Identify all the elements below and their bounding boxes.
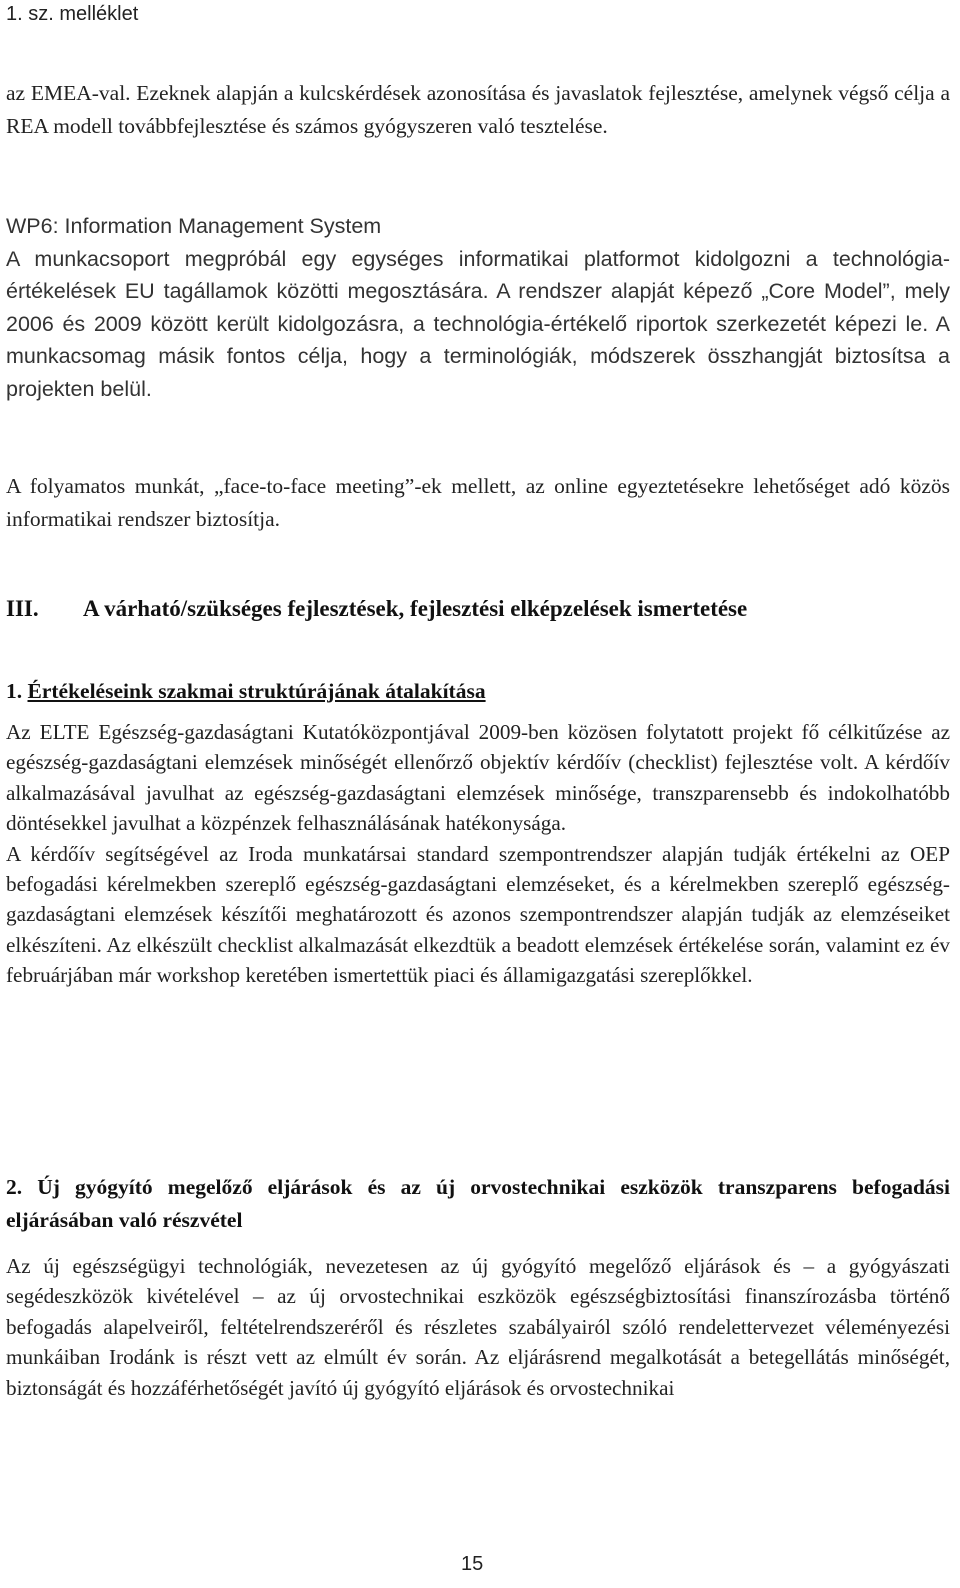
section-number: III. <box>6 596 39 621</box>
subsection-1-paragraph-2: A kérdőív segítségével az Iroda munkatársai standard szempontrendszer alapján tudják értékelni az OEP befogadási kérelmekben szereplő egészség-gazdaságtani elemzéseket, és a kérelmekben szereplő egészség-gazdaságtani elemzések készítői meghatározott és azonos szempontrendszer alapján tudják az elemzéseiket elkészíteni. Az elkészült checklist alkalmazását elkezdtük a beadott elemzések értékelése során, valamint ez év februárjában már workshop keretében ismertettük piaci és államigazgatási szereplőkkel. <box>6 841 950 988</box>
wp6-section <box>6 210 950 405</box>
page-header: 1. sz. melléklet <box>6 3 139 25</box>
face-to-face-paragraph <box>6 470 950 535</box>
face-to-face-text: A folyamatos munkát, „face-to-face meeting”-ek mellett, az online egyeztetésekre lehetőséget adó közös informatikai rendszer biztosítja. <box>6 474 950 531</box>
subsection-1-heading <box>6 675 950 707</box>
subsection-1-body <box>6 717 950 991</box>
subsection-2 <box>6 1171 950 1403</box>
subsection-1-paragraph-1: Az ELTE Egészség-gazdaságtani Kutatóközpontjával 2009-ben közösen folytatott projekt fő célkitűzése az egészség-gazdaságtani elemzések minőségét ellenőrző objektív kérdőív (checklist) fejlesztése volt. A kérdőív alkalmazásával javulhat az egészség-gazdaságtani elemzések minősége, transzparensebb és indokolhatóbb döntésekkel javulhat a közpénzek felhasználásának hatékonysága. <box>6 720 950 836</box>
wp6-title: WP6: Information Management System <box>6 214 382 238</box>
section-title: A várható/szükséges fejlesztések, fejlesztési elképzelések ismertetése <box>83 596 748 621</box>
subsection-2-heading <box>6 1171 950 1237</box>
subsection-1-number: 1. <box>6 679 23 703</box>
wp6-text: A munkacsoport megpróbál egy egységes informatikai platformot kidolgozni a technológia-értékelések EU tagállamok közötti megosztására. A rendszer alapját képező „Core Model”, mely 2006 és 2009 között került kidolgozásra, a technológia-értékelő riportok szerkezetét képezi le. A munkacsomag másik fontos célja, hogy a terminológiák, módszerek összhangját biztosítsa a projekten belül. <box>6 246 950 401</box>
intro-paragraph <box>6 77 950 142</box>
subsection-1 <box>6 675 950 991</box>
page-number: 15 <box>461 1553 484 1575</box>
subsection-1-title: Értékeléseink szakmai struktúrájának átalakítása <box>27 679 486 703</box>
subsection-2-number: 2. <box>6 1175 23 1199</box>
subsection-2-paragraph: Az új egészségügyi technológiák, nevezetesen az új gyógyító megelőző eljárások és – a gyógyászati segédeszközök kivételével – az új orvostechnikai eszközök egészségbiztosítási finanszírozásba történő befogadás alapelveiről, feltételrendszeréről és részletes szabályairól szóló rendelettervezet véleményezési munkáiban Irodánk is részt vett az elmúlt év során. Az eljárásrend megalkotását a betegellátás minőségét, biztonságát és hozzáférhetőségét javító új gyógyító eljárások és orvostechnikai <box>6 1254 950 1400</box>
subsection-2-title: Új gyógyító megelőző eljárások és az új orvostechnikai eszközök transzparens befogadási eljárásában való részvétel <box>6 1175 950 1232</box>
subsection-2-body <box>6 1251 950 1403</box>
intro-text: az EMEA-val. Ezeknek alapján a kulcskérdések azonosítása és javaslatok fejlesztése, amelynek végső célja a REA modell továbbfejlesztése és számos gyógyszeren való tesztelése. <box>6 81 950 138</box>
